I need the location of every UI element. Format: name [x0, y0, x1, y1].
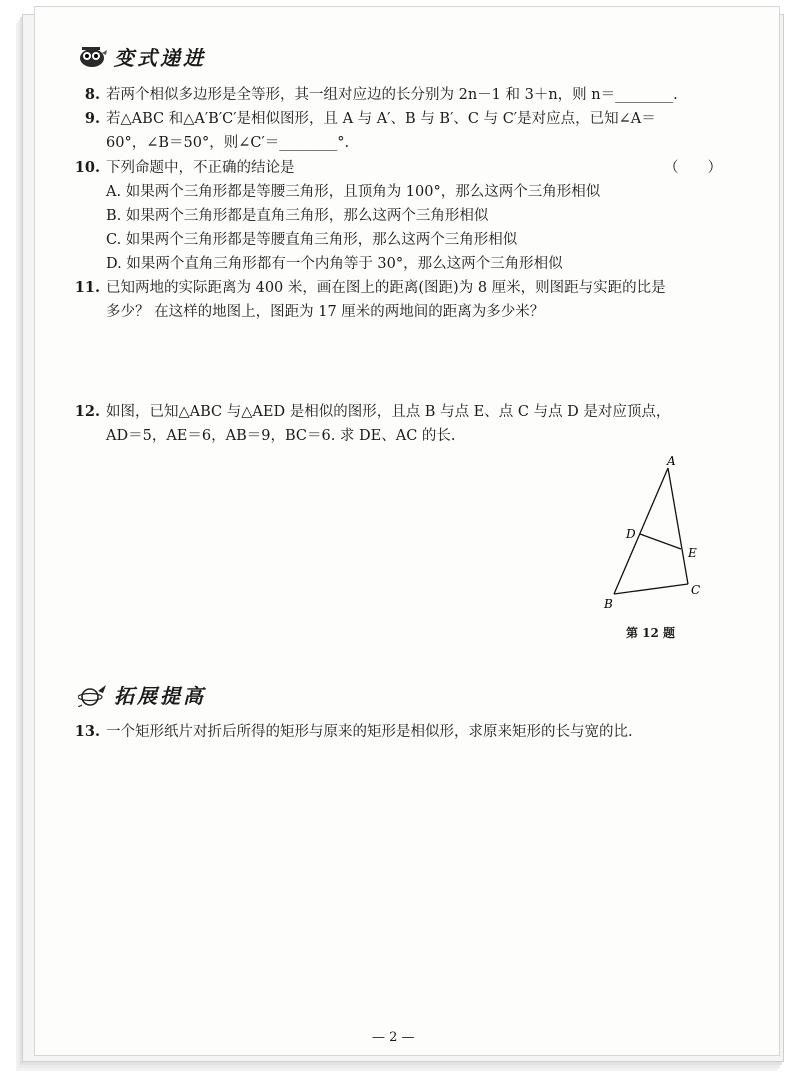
question-8: [74, 83, 678, 107]
option-b: B. 如果两个三角形都是直角三角形，那么这两个三角形相似: [106, 208, 489, 224]
owl-mascot-icon: [78, 45, 108, 69]
label-c: C: [691, 583, 701, 597]
segment-bc: [614, 584, 688, 594]
question-11: [74, 276, 666, 300]
question-number: 8.: [84, 86, 100, 103]
label-b: B: [604, 597, 613, 611]
question-text: 一个矩形纸片对折后所得的矩形与原来的矩形是相似形，求原来矩形的长与宽的比.: [106, 724, 633, 740]
question-text: 若两个相似多边形是全等形，其一组对应边的长分别为 2n－1 和 3＋n，则 n＝________.: [106, 87, 678, 103]
segment-ab: [614, 468, 668, 594]
answer-bracket: （ ）: [664, 160, 722, 176]
section-title: 变式递进: [114, 46, 206, 70]
figure-caption: 第 12 题: [626, 626, 676, 640]
segment-de: [640, 534, 681, 549]
option-a: A. 如果两个三角形都是等腰三角形，且顶角为 100°，那么这两个三角形相似: [106, 184, 601, 200]
label-a: A: [667, 456, 676, 468]
question-number: 10.: [74, 159, 100, 176]
label-e: E: [688, 546, 697, 560]
label-d: D: [626, 527, 636, 541]
segment-ac: [668, 468, 688, 584]
question-number: 12.: [74, 403, 100, 420]
question-text-line1: 如图，已知△ABC 与△AED 是相似的图形，且点 B 与点 E、点 C 与点 D 是对应顶点，: [106, 404, 671, 420]
question-text-line1: 若△ABC 和△A′B′C′是相似图形，且 A 与 A′、B 与 B′、C 与 C′是对应点，已知∠A＝: [106, 111, 656, 127]
triangle-figure: [596, 456, 716, 616]
question-number: 11.: [74, 279, 100, 296]
question-text: 下列命题中，不正确的结论是: [106, 160, 295, 176]
question-text-line1: 已知两地的实际距离为 400 米，画在图上的距离(图距)为 8 厘米，则图距与实距的比是: [106, 280, 666, 296]
section-title: 拓展提高: [114, 684, 206, 708]
question-11-line2: 多少？ 在这样的地图上，图距为 17 厘米的两地间的距离为多少米？: [106, 304, 545, 320]
option-d: D. 如果两个直角三角形都有一个内角等于 30°，那么这两个三角形相似: [106, 256, 563, 272]
question-number: 9.: [84, 110, 100, 127]
question-9-line2: 60°，∠B＝50°，则∠C′＝________°.: [106, 135, 350, 151]
section-header-variation: [78, 42, 206, 71]
question-10: [74, 156, 295, 180]
question-number: 13.: [74, 723, 100, 740]
option-c: C. 如果两个三角形都是等腰直角三角形，那么这两个三角形相似: [106, 232, 518, 248]
page-number: — 2 —: [372, 1030, 415, 1045]
question-13: [74, 720, 633, 744]
question-12-line2: AD＝5，AE＝6，AB＝9，BC＝6. 求 DE、AC 的长.: [106, 428, 456, 444]
question-9: [74, 107, 656, 131]
rocket-globe-icon: [78, 683, 108, 707]
section-header-extension: [78, 680, 206, 709]
question-12: [74, 400, 670, 424]
